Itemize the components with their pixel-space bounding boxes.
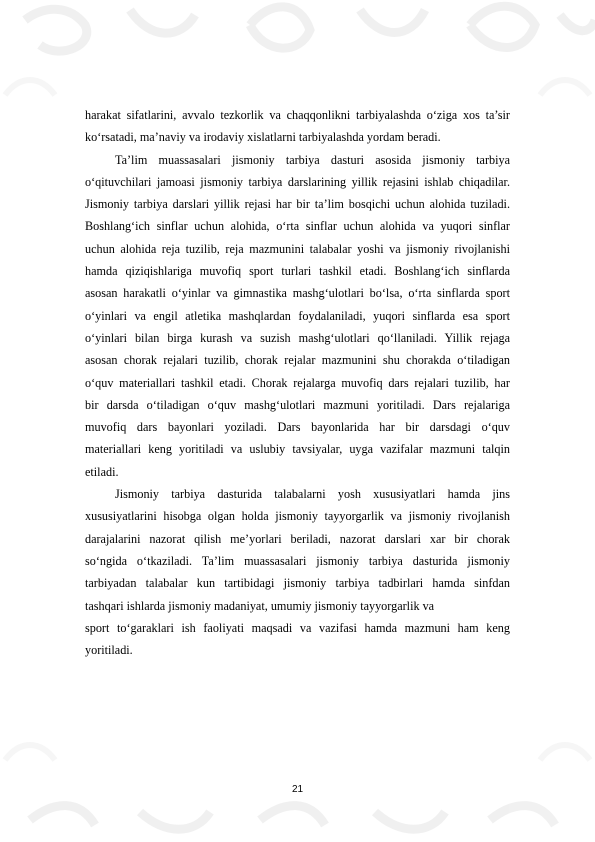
text-line: muvofiq dars bayonlari yoziladi. Dars bayonlarida har bir darsdagi o‘quv <box>85 420 510 435</box>
text-line: tashqari ishlarda jismoniy madaniyat, umumiy jismoniy tayyorgarlik va <box>85 598 435 613</box>
text-line: asosan chorak rejalari tuzilib, chorak rejalar mazmunini shu chorakda o‘tiladigan <box>85 353 510 368</box>
text-line: so‘ngida o‘tkaziladi. Ta’lim muassasalari jismoniy tarbiya dasturida jismoniy <box>85 553 510 568</box>
text-line: sport to‘garaklari ish faoliyati maqsadi va vazifasi hamda mazmuni ham keng <box>85 620 510 635</box>
page-number: 21 <box>291 784 304 795</box>
text-line: Boshlang‘ich sinflar uchun alohida, o‘rta sinflar uchun alohida va yuqori sinflar <box>85 219 510 234</box>
text-line: hamda qiziqishlariga muvofiq sport turlari tashkil etadi. Boshlang‘ich sinflarda <box>85 264 510 279</box>
text-line: o‘yinlari bilan birga kurash va suzish mashg‘ulotlari qo‘llaniladi. Yillik rejaga <box>85 330 510 345</box>
text-line: darajalarini nazorat qilish me’yorlari beriladi, nazorat darslari xar bir chorak <box>85 531 510 546</box>
text-line: harakat sifatlarini, avvalo tezkorlik va chaqqonlikni tarbiyalashda o‘ziga xos ta’sir <box>85 108 510 122</box>
text-line: Jismoniy tarbiya darslari yillik rejasi har bir ta’lim bosqichi uchun alohida tuziladi. <box>85 197 510 212</box>
text-line: o‘yinlari va engil atletika mashqlardan foydalaniladi, yuqori sinflarda esa sport <box>85 308 510 323</box>
text-line: o‘qituvchilari jamoasi jismoniy tarbiya darslarining yillik rejasini ishlab chiqadilar. <box>85 174 510 189</box>
body-text <box>85 104 510 661</box>
text-line: materiallari keng yoritiladi va uslubiy tavsiyalar, uyga vazifalar mazmuni talqin <box>85 442 510 457</box>
text-line: uchun alohida reja tuzilib, reja mazmunini talabalar yoshi va jismoniy rivojlanishi <box>85 241 510 256</box>
text-line: asosan harakatli o‘yinlar va gimnastika mashg‘ulotlari bo‘lsa, o‘rta sinflarda sport <box>85 286 510 301</box>
text-line: Ta’lim muassasalari jismoniy tarbiya dasturi asosida jismoniy tarbiya <box>115 152 510 167</box>
text-line: xususiyatlarini hisobga olgan holda jismoniy tayyorgarlik va jismoniy rivojlanish <box>85 509 510 524</box>
text-line: ko‘rsatadi, ma’naviy va irodaviy xislatlarni tarbiyalashda yordam beradi. <box>85 130 441 145</box>
text-line: Jismoniy tarbiya dasturida talabalarni yosh xususiyatlari hamda jins <box>115 487 510 502</box>
text-line: yoritiladi. <box>85 643 133 658</box>
text-line: bir darsda o‘tiladigan o‘quv mashg‘ulotlari mazmuni yoritiladi. Dars rejalariga <box>85 397 510 412</box>
text-line: etiladi. <box>85 464 119 479</box>
text-line: tarbiyadan talabalar kun tartibidagi jismoniy tarbiya tadbirlari hamda sinfdan <box>85 576 510 591</box>
text-line: o‘quv materiallari tashkil etadi. Chorak rejalarga muvofiq dars rejalari tuzilib, har <box>85 375 510 390</box>
